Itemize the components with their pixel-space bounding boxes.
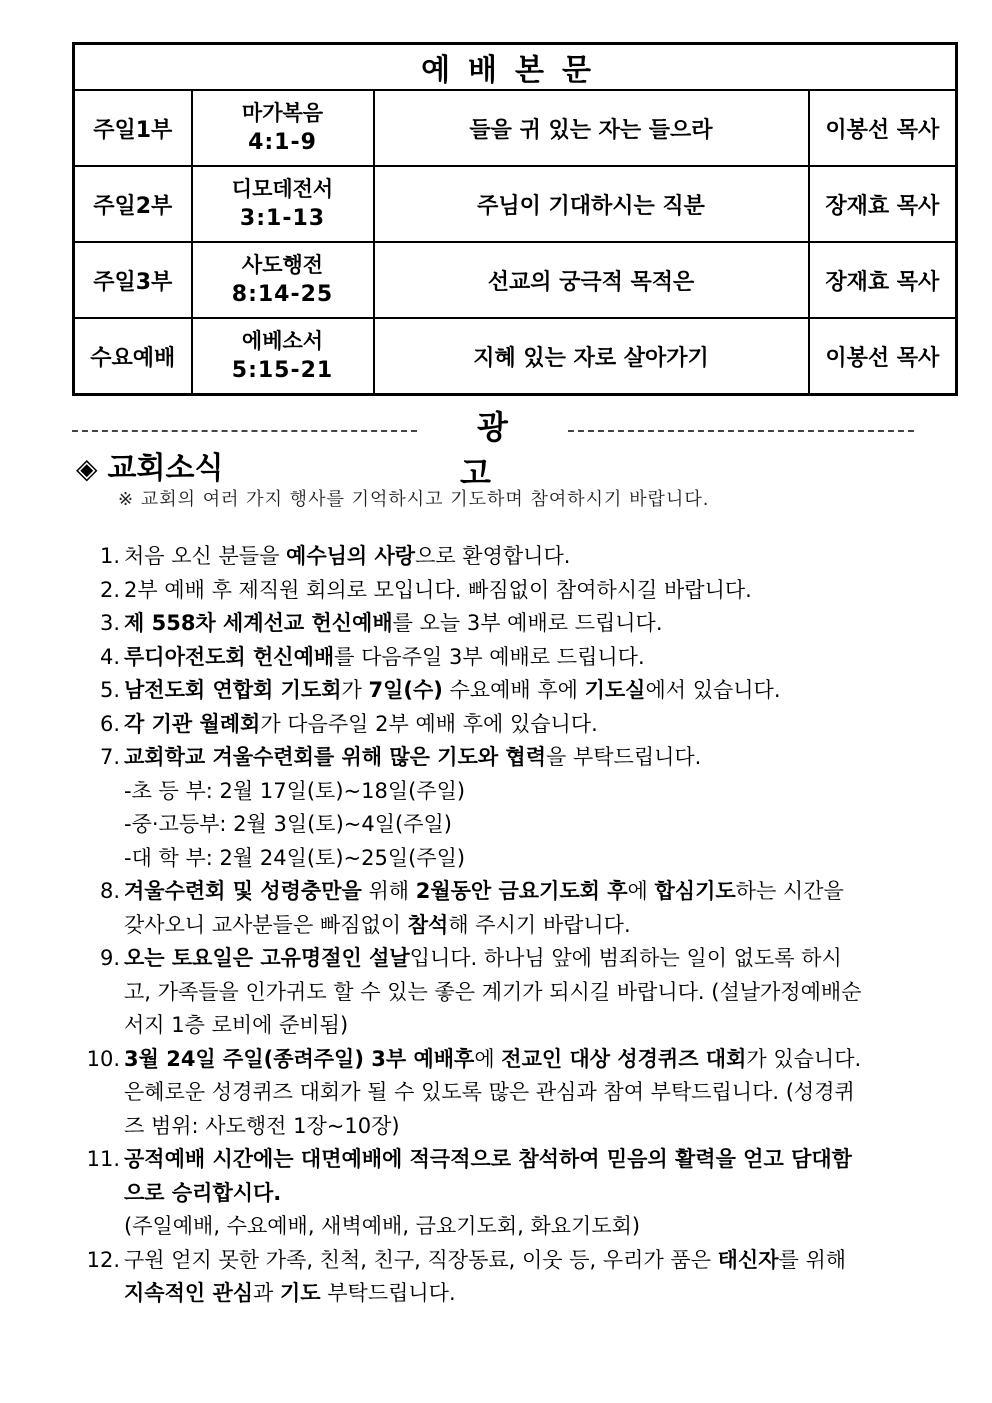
news-item-emphasis: 루디아전도회 헌신예배 <box>124 644 335 669</box>
worship-title: 예배본문 <box>74 44 957 91</box>
news-item-text: 가 다음주일 2부 예배 후에 있습니다. <box>260 711 598 736</box>
news-item-text: 위해 <box>361 879 416 903</box>
news-item <box>72 708 862 742</box>
news-item-number: 5. <box>99 678 120 702</box>
news-item-emphasis: 교회학교 겨울수련회를 위해 많은 기도와 협력 <box>124 745 546 769</box>
ads-title: 광고 <box>460 408 542 492</box>
service-name: 주일3부 <box>74 242 192 318</box>
diamond-icon: ◈ <box>76 452 98 485</box>
news-item-text: 을 부탁드립니다. <box>546 745 702 769</box>
preacher-name: 이봉선 목사 <box>809 318 957 395</box>
news-item-subline: (주일예배, 수요예배, 새벽예배, 금요기도회, 화요기도회) <box>124 1214 641 1238</box>
news-subtitle: ※ 교회의 여러 가지 행사를 기억하시고 기도하며 참여하시기 바랍니다. <box>118 489 710 510</box>
news-item <box>72 574 862 608</box>
news-item-text: 구원 얻지 못한 가족, 친척, 친구, 직장동료, 이웃 등, 우리가 품은 <box>124 1247 718 1272</box>
scripture-cell <box>192 166 374 242</box>
news-item-number: 7. <box>99 745 120 769</box>
news-heading-text: 교회소식 <box>107 451 224 486</box>
scripture-ref: 4:1-9 <box>248 130 317 155</box>
news-item-emphasis: 오는 토요일은 고유명절인 설날 <box>124 946 410 970</box>
news-item <box>72 875 862 942</box>
news-item-text: 2부 예배 후 제직원 회의로 모입니다. 빠짐없이 참여하시길 바랍니다. <box>124 577 752 602</box>
news-item-text: 를 다음주일 3부 예배로 드립니다. <box>334 644 645 669</box>
news-item-emphasis: 3월 24일 주일(종려주일) 3부 예배후 <box>124 1046 475 1071</box>
news-item-number: 12. <box>86 1247 120 1272</box>
news-item <box>72 1043 862 1144</box>
news-item-text: 입니다. 하나님 앞에 범죄하는 일이 없도록 하시고, 가족들을 인가귀도 할 수 있는 좋은 계기가 되시길 바랍니다. (설날가정예배순서지 1층 로비에 준비됨) <box>124 946 862 1037</box>
news-item-number: 11. <box>86 1147 120 1171</box>
news-item <box>72 1244 862 1311</box>
news-item-emphasis: 기도실 <box>584 678 646 702</box>
news-item-emphasis: 2월동안 금요기도회 후 <box>415 879 628 903</box>
preacher-name: 장재효 목사 <box>809 166 957 242</box>
news-item-text: 에 <box>627 879 655 903</box>
news-item-text: 에 <box>474 1046 502 1071</box>
sermon-title: 들을 귀 있는 자는 들으라 <box>374 90 809 166</box>
sermon-title: 주님이 기대하시는 직분 <box>374 166 809 242</box>
news-item <box>72 607 862 641</box>
news-item-emphasis: 참석 <box>407 912 449 937</box>
scripture-cell <box>192 318 374 395</box>
news-item-number: 10. <box>86 1046 120 1071</box>
news-item-text: 처음 오신 분들을 <box>124 544 287 568</box>
scripture-book: 디모데전서 <box>231 177 334 201</box>
worship-table <box>72 42 958 396</box>
news-item-text: 해 주시기 바랍니다. <box>448 912 631 937</box>
news-item-text: 에서 있습니다. <box>645 678 781 702</box>
worship-row <box>74 90 957 166</box>
scripture-ref: 8:14-25 <box>231 282 334 307</box>
divider-line-left <box>72 430 417 432</box>
preacher-name: 이봉선 목사 <box>809 90 957 166</box>
divider-line-right <box>568 430 914 432</box>
news-item <box>72 641 862 675</box>
news-item-text: 과 <box>253 1281 280 1305</box>
news-item-text: 수요예배 후에 <box>442 678 585 702</box>
news-item-text: 가 있습니다. 은혜로운 성경퀴즈 대회가 될 수 있도록 많은 관심과 참여 부탁드립니다. (성경퀴즈 범위: 사도행전 1장~10장) <box>124 1046 862 1138</box>
news-item-emphasis: 기도 <box>280 1281 321 1305</box>
news-item-text: 으로 환영합니다. <box>415 544 571 568</box>
news-item-emphasis: 지속적인 관심 <box>124 1281 254 1305</box>
news-item-emphasis: 예수님의 사랑 <box>286 544 416 568</box>
sermon-title: 지혜 있는 자로 살아가기 <box>374 318 809 395</box>
news-item-text: 부탁드립니다. <box>320 1281 456 1305</box>
news-item <box>72 674 862 708</box>
worship-row <box>74 318 957 395</box>
news-item <box>72 942 862 1043</box>
news-item-text: 하는 시간을 갖사오니 교사분들은 빠짐없이 <box>124 879 844 937</box>
service-name: 주일1부 <box>74 90 192 166</box>
scripture-ref: 5:15-21 <box>231 358 334 383</box>
news-item-text: 를 위해 <box>778 1247 847 1272</box>
news-item-subline: -중·고등부: 2월 3일(토)~4일(주일) <box>124 812 452 836</box>
news-item-text: 가 <box>341 678 369 702</box>
service-name: 주일2부 <box>74 166 192 242</box>
news-item-number: 4. <box>99 644 120 669</box>
scripture-book: 마가복음 <box>241 101 324 125</box>
news-item-emphasis: 합심기도 <box>654 879 736 903</box>
preacher-name: 장재효 목사 <box>809 242 957 318</box>
scripture-cell <box>192 90 374 166</box>
news-item-number: 1. <box>99 544 120 568</box>
news-item-emphasis: 전교인 대상 성경퀴즈 대회 <box>501 1046 747 1071</box>
news-item-number: 6. <box>99 711 120 736</box>
news-item <box>72 1143 862 1244</box>
news-item-emphasis: 겨울수련회 및 성령충만을 <box>124 879 362 903</box>
scripture-book: 에베소서 <box>241 329 324 353</box>
news-item-emphasis: 제 558차 세계선교 헌신예배 <box>124 611 393 635</box>
news-item-number: 2. <box>99 577 120 602</box>
scripture-book: 사도행전 <box>241 253 324 277</box>
news-item-emphasis: 공적예배 시간에는 대면예배에 적극적으로 참석하여 믿음의 활력을 얻고 담대함으로 승리합시다. <box>124 1147 852 1205</box>
news-item <box>72 540 862 574</box>
news-item-number: 8. <box>99 879 120 903</box>
news-item <box>72 741 862 875</box>
sermon-title: 선교의 궁극적 목적은 <box>374 242 809 318</box>
worship-rows <box>74 90 957 395</box>
news-heading <box>76 443 223 487</box>
news-item-subline: -초 등 부: 2월 17일(토)~18일(주일) <box>124 778 466 803</box>
news-item-text: 를 오늘 3부 예배로 드립니다. <box>392 611 663 635</box>
news-item-number: 9. <box>99 946 120 970</box>
news-item-emphasis: 각 기관 월례회 <box>124 711 261 736</box>
scripture-ref: 3:1-13 <box>239 206 326 231</box>
news-item-number: 3. <box>99 611 120 635</box>
news-item-emphasis: 남전도회 연합회 기도회 <box>124 678 342 702</box>
news-list <box>72 540 862 1311</box>
service-name: 수요예배 <box>74 318 192 395</box>
worship-row <box>74 242 957 318</box>
worship-row <box>74 166 957 242</box>
news-item-subline: -대 학 부: 2월 24일(토)~25일(주일) <box>124 845 466 870</box>
scripture-cell <box>192 242 374 318</box>
news-item-emphasis: 태신자 <box>717 1247 779 1272</box>
news-item-emphasis: 7일(수) <box>368 678 443 702</box>
